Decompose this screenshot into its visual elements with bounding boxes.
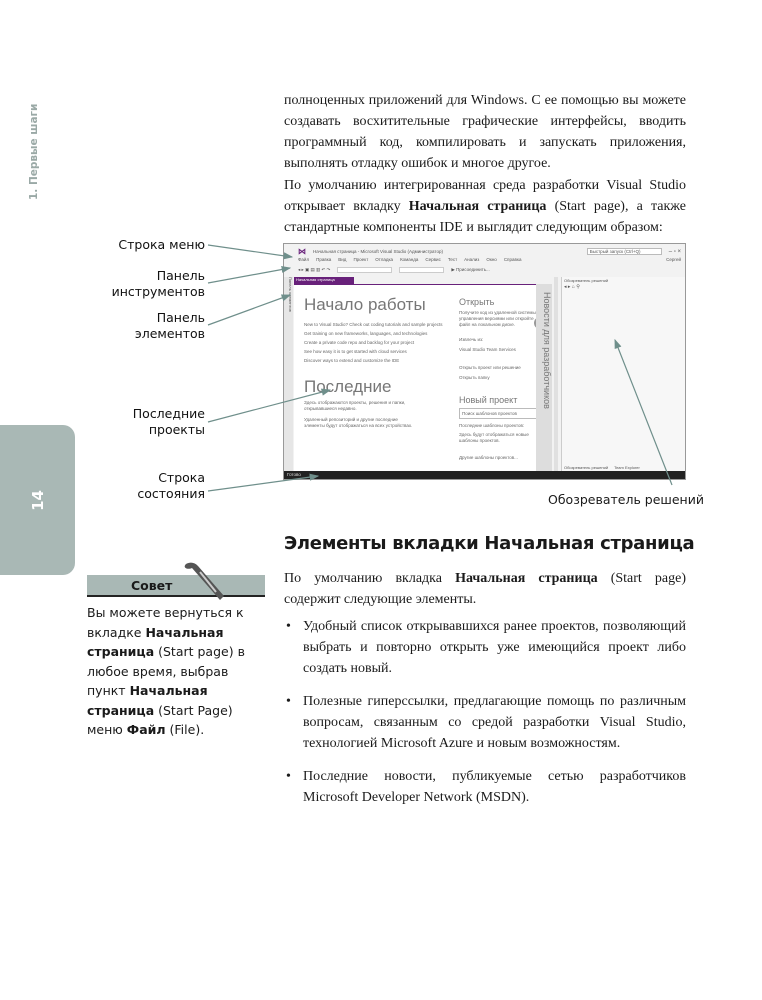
text: (Start page) содержит следующие элементы.	[284, 571, 686, 607]
solution-explorer-title: Обозреватель решений	[564, 278, 609, 283]
start-link[interactable]: Get training on new frameworks, languages, and technologies	[304, 331, 428, 336]
start-heading: Начало работы	[304, 295, 426, 314]
text: (Start page), а также стандартные компоненты IDE и выглядит следующим образом:	[284, 199, 686, 235]
bold-term: Начальная страница	[455, 571, 598, 586]
callout-status: Строка состояния	[137, 470, 205, 501]
running-head: 1. Первые шаги	[28, 103, 40, 200]
toolbox-tab[interactable]: Панель элементов	[284, 277, 293, 472]
window-controls-icon[interactable]: – ▫ ×	[668, 248, 681, 255]
menu-tools[interactable]: Сервис	[425, 257, 441, 262]
section-heading: Элементы вкладки Начальная страница	[284, 533, 695, 554]
checkout-label: Извлечь из:	[459, 337, 484, 342]
callout-recent: Последние проекты	[132, 406, 205, 437]
more-templates-link[interactable]: Другие шаблоны проектов...	[459, 455, 518, 460]
run-label: Присоединить...	[456, 267, 490, 272]
callout-toolbox: Панель элементов	[134, 310, 205, 341]
menu-view[interactable]: Вид	[338, 257, 347, 262]
run-button[interactable]: ▶ Присоединить...	[451, 267, 490, 272]
template-search-input[interactable]: Поиск шаблонов проектов	[459, 408, 541, 419]
bold-term: Файл	[126, 722, 166, 737]
templates-text: Здесь будут отображаться новые шаблоны проектов.	[459, 432, 529, 443]
tab-solution-explorer[interactable]: Обозреватель решений	[564, 465, 609, 470]
menu-edit[interactable]: Правка	[316, 257, 332, 262]
menu-analyze[interactable]: Анализ	[464, 257, 480, 262]
vs-logo-icon: ⋈	[298, 247, 306, 256]
text: По умолчанию вкладка	[284, 571, 456, 586]
status-bar: Готово	[284, 471, 685, 479]
recent-templates-label: Последние шаблоны проектов:	[459, 423, 525, 428]
menu-window[interactable]: Окно	[486, 257, 497, 262]
section-intro	[284, 568, 686, 610]
new-project-heading: Новый проект	[459, 395, 518, 405]
user-account[interactable]: Сергей	[666, 257, 681, 262]
open-text: Получите код из удаленной системы управления версиями или откройте файл на локальном диске.	[459, 310, 536, 327]
menu-debug[interactable]: Отладка	[375, 257, 394, 262]
list-item: • Полезные гиперссылки, предлагающие помощь по различным вопросам, связанным со средой разработки Visual Studio, технологией Microsoft Azure и новым возможностям.	[284, 691, 686, 754]
menu-test[interactable]: Тест	[447, 257, 458, 262]
bullet-list	[284, 616, 686, 820]
text: Вы можете вернуться к вкладке	[87, 605, 244, 640]
vsts-link[interactable]: Visual Studio Team Services	[459, 347, 516, 352]
text: (Start Page) меню	[87, 702, 233, 737]
menu-file[interactable]: Файл	[298, 257, 310, 262]
callout-solution: Обозреватель решений	[548, 492, 704, 507]
recent-text: Удаленный репозиторий и другие последние элементы будут отображаться на всех устройствах.	[304, 417, 413, 428]
tip-body	[87, 603, 267, 740]
pen-icon	[180, 560, 230, 605]
arrow-toolbar	[208, 268, 290, 283]
tip-title: Совет	[131, 578, 173, 593]
start-link[interactable]: Create a private code repo and backlog for your project	[304, 340, 415, 345]
open-heading: Открыть	[459, 297, 495, 307]
toolbar-icons[interactable]: ◂ ▸ ▣ ▤ ▥ ↶ ↷	[298, 267, 331, 272]
bold-term: Начальная страница	[408, 199, 547, 214]
open-project-link[interactable]: Открыть проект или решение	[459, 365, 521, 370]
quick-launch-input[interactable]: Быстрый запуск (Ctrl+Q)	[587, 248, 662, 255]
text: (Start page) в любое время, выбрав пункт	[87, 644, 245, 698]
arrow-menu	[208, 245, 292, 257]
menu-help[interactable]: Справка	[503, 257, 522, 262]
text: По умолчанию интегрированная среда разработки Visual Studio открывает вкладку	[284, 178, 686, 214]
arrow-solution	[615, 340, 672, 485]
bold-term: Начальная страница	[87, 624, 224, 659]
arrow-recent	[208, 390, 330, 422]
tab-team-explorer[interactable]: Team Explorer	[614, 465, 640, 470]
intro-paragraph: полноценных приложений для Windows. С ее помощью вы можете создавать восхитительные графические интерфейсы, вводить программный код, компилировать и запускать приложения, выполнять отладку ошибок и многое другое.	[284, 93, 686, 171]
callout-toolbar: Панель инструментов	[111, 268, 205, 299]
recent-text: Здесь отображаются проекты, решения и папки, открывавшиеся недавно.	[304, 400, 406, 411]
arrow-toolbox	[208, 295, 290, 325]
page-number: 14	[28, 489, 47, 511]
list-item: • Последние новости, публикуемые сетью разработчиков Microsoft Developer Network (MSDN).	[284, 766, 686, 808]
list-item: • Удобный список открывавшихся ранее проектов, позволяющий выбрать и повторно открыть уже имеющийся проект либо создать новый.	[284, 616, 686, 679]
bold-term: Начальная страница	[87, 683, 208, 718]
text: (File).	[165, 722, 205, 737]
developer-news-panel[interactable]: Новости для разработчиков	[536, 284, 552, 472]
recent-heading: Последние	[304, 377, 392, 396]
arrow-status	[208, 476, 318, 491]
menu-project[interactable]: Проект	[353, 257, 369, 262]
menu-team[interactable]: Команда	[400, 257, 419, 262]
start-link[interactable]: New to Visual Studio? Check out coding tutorials and sample projects	[304, 322, 443, 327]
window-title: Начальная страница - Microsoft Visual Studio (Администратор)	[313, 249, 443, 254]
start-link[interactable]: See how easy it is to get started with cloud services	[304, 349, 407, 354]
open-folder-link[interactable]: Открыть папку	[459, 375, 490, 380]
callout-menu: Строка меню	[118, 237, 205, 252]
start-link[interactable]: Discover ways to extend and customize the IDE	[304, 358, 400, 363]
start-page-tab[interactable]: Начальная страница	[294, 277, 354, 284]
tip-header	[87, 575, 265, 597]
solution-toolbar-icons[interactable]: ◂ ▸ ⌂ ⚲	[564, 284, 580, 290]
